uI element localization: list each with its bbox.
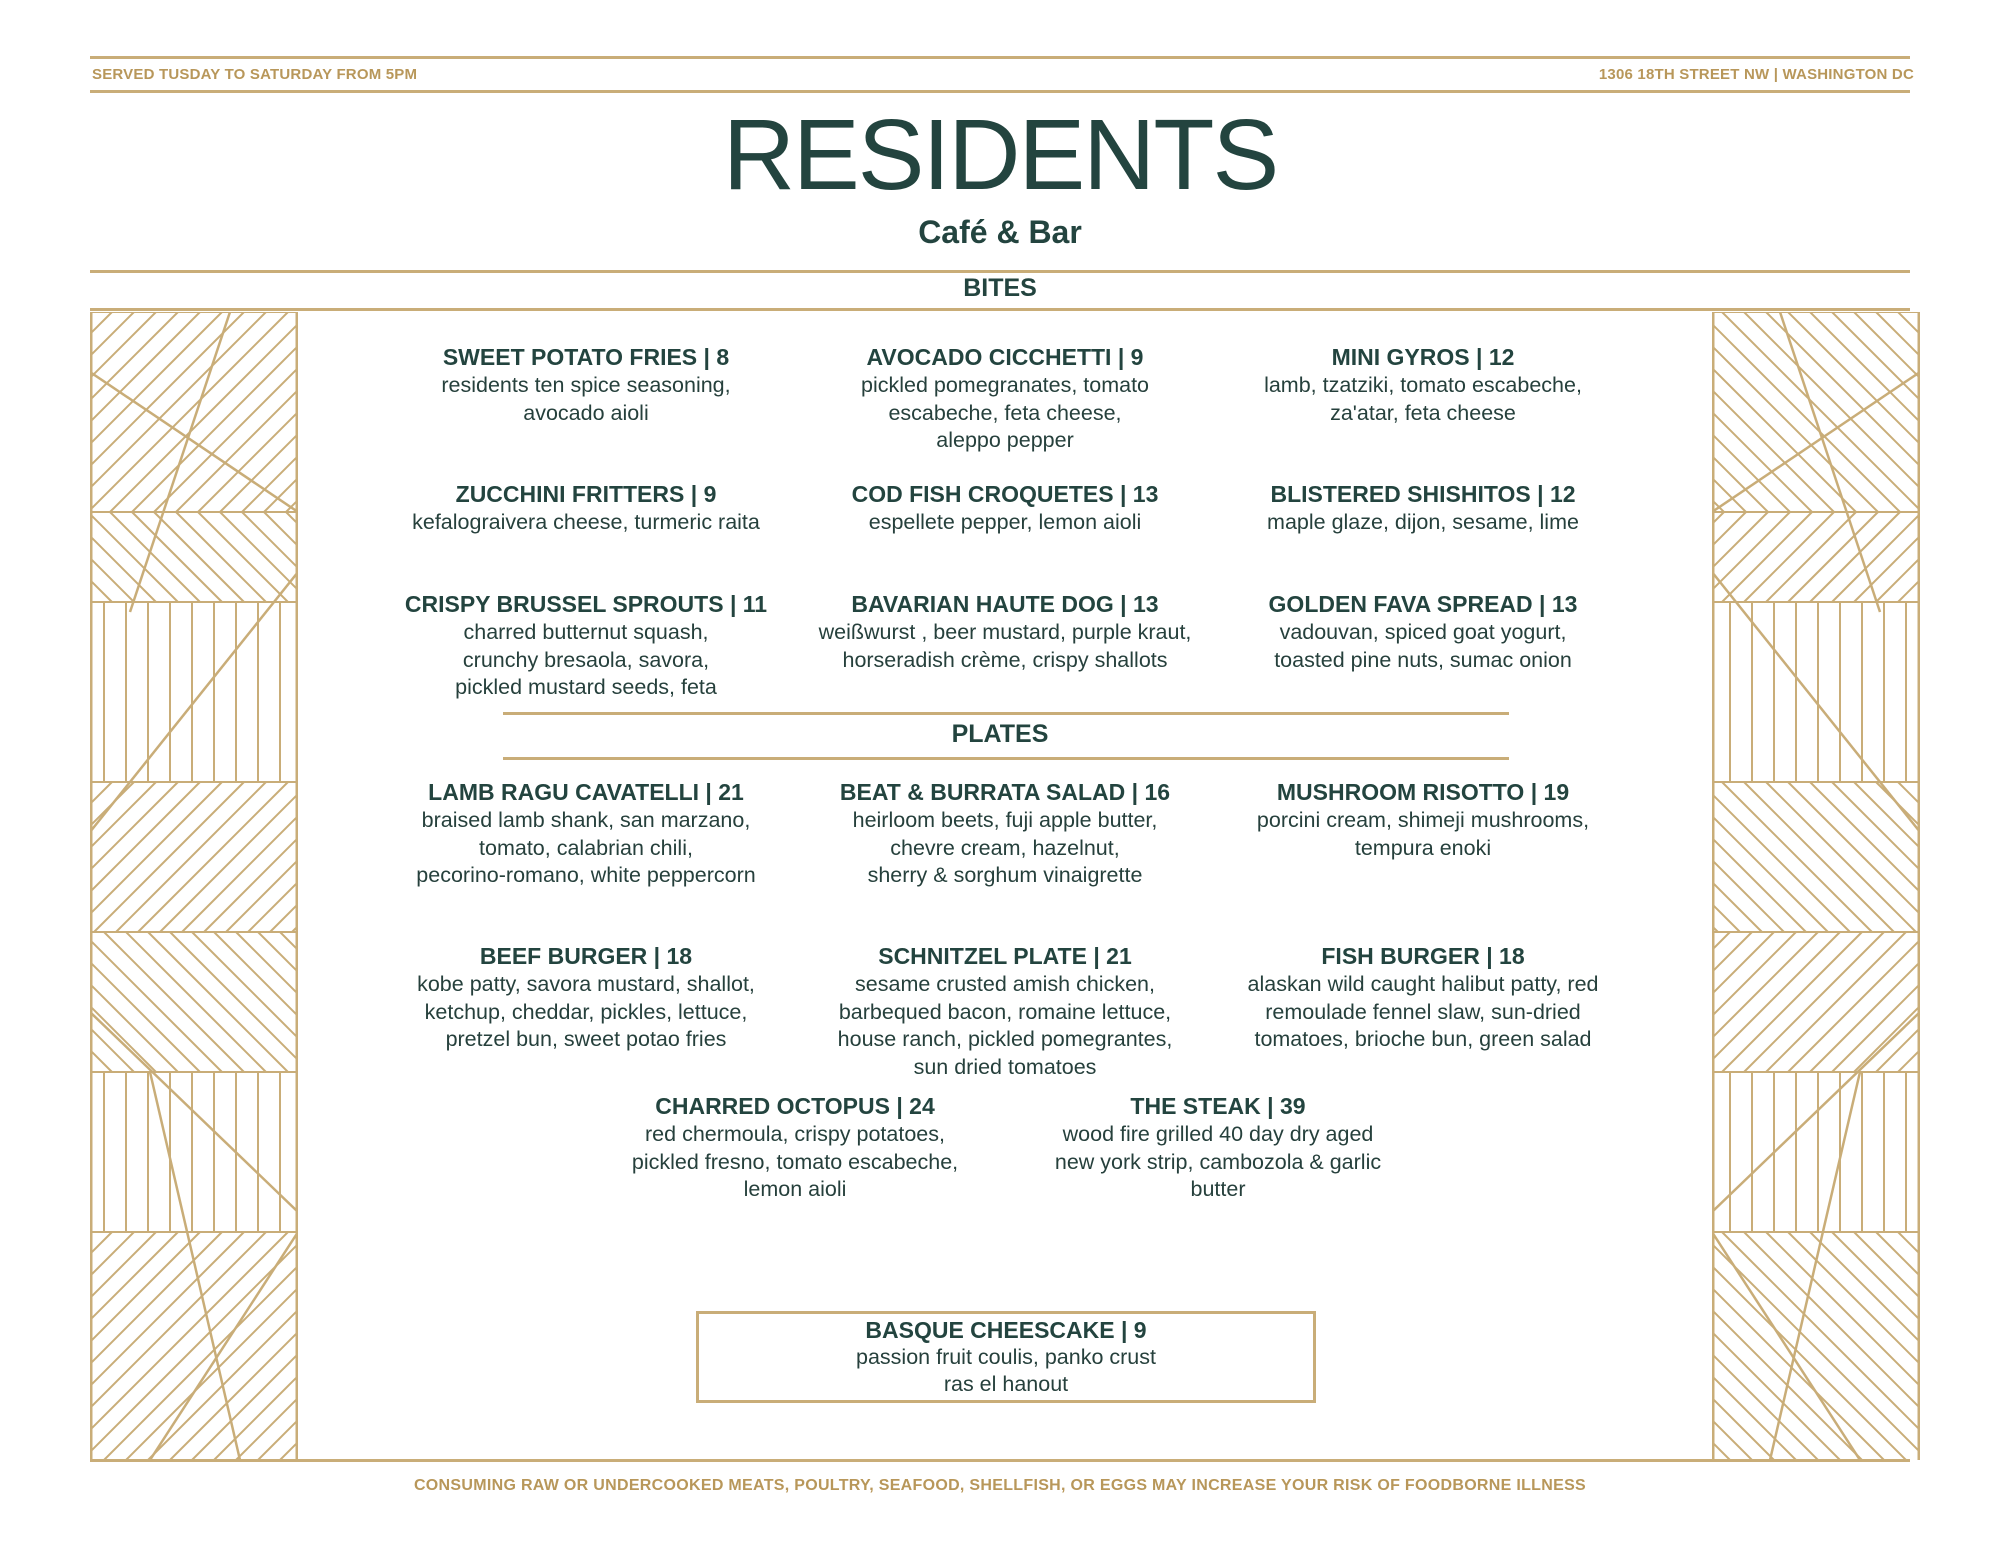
menu-item [795,942,1215,1081]
address: 1306 18TH STREET NW | WASHINGTON DC [1598,66,1914,83]
desc-line: espellete pepper, lemon aioli [868,510,1142,534]
menu-item [1008,1092,1428,1204]
menu-item [376,778,796,890]
desc-line: butter [1190,1177,1246,1201]
item-desc [795,807,1215,890]
item-name: GOLDEN FAVA SPREAD | 13 [1268,591,1578,617]
desc-line: red chermoula, crispy potatoes, [645,1122,945,1146]
item-name: MUSHROOM RISOTTO | 19 [1276,779,1570,805]
item-name: CHARRED OCTOPUS | 24 [655,1093,935,1119]
desc-line: crunchy bresaola, savora, [462,647,710,672]
item-desc [795,372,1215,455]
desc-line: wood fire grilled 40 day dry aged [1062,1122,1374,1146]
menu-item [795,343,1215,455]
desc-line: chevre cream, hazelnut, [890,835,1120,860]
menu-item [795,480,1215,537]
item-name: MINI GYROS | 12 [1331,344,1515,370]
item-desc [1213,807,1633,862]
desc-line: residents ten spice seasoning, [441,373,731,397]
desc-line: pickled pomegranates, tomato [860,373,1150,397]
menu-item [376,590,796,702]
plates-top-rule [503,712,1509,715]
item-name: BAVARIAN HAUTE DOG | 13 [851,591,1159,617]
item-desc [376,807,796,890]
dessert-name: BASQUE CHEESCAKE | 9 [865,1317,1147,1343]
dessert-desc [699,1344,1313,1398]
menu-item [795,778,1215,890]
desc-line: pretzel bun, sweet potao fries [445,1027,727,1051]
menu-item [1213,590,1633,674]
desc-line: passion fruit coulis, panko crust [856,1345,1156,1369]
item-desc [795,971,1215,1081]
item-name: BEEF BURGER | 18 [479,943,693,969]
desc-line: ras el hanout [943,1372,1069,1396]
desc-line: pickled mustard seeds, feta [455,675,717,699]
dessert-box [696,1311,1316,1403]
menu-item [376,343,796,427]
item-desc [1213,971,1633,1054]
restaurant-subtitle: Café & Bar [918,214,1082,250]
desc-line: heirloom beets, fuji apple butter, [852,808,1158,832]
desc-line: kobe patty, savora mustard, shallot, [417,972,755,996]
menu-item [795,590,1215,674]
desc-line: charred butternut squash, [463,620,709,644]
food-safety-warning: CONSUMING RAW OR UNDERCOOKED MEATS, POULTRY, SEAFOOD, SHELLFISH, OR EGGS MAY INCREASE YOUR RISK OF FOODBORNE ILLNESS [413,1477,1587,1494]
item-name: SWEET POTATO FRIES | 8 [442,344,730,370]
menu-item [376,480,796,537]
desc-line: remoulade fennel slaw, sun-dried [1265,999,1581,1024]
top-rule [90,56,1910,59]
desc-line: weißwurst , beer mustard, purple kraut, [818,620,1192,644]
item-name: SCHNITZEL PLATE | 21 [878,943,1132,969]
desc-line: lamb, tzatziki, tomato escabeche, [1264,373,1582,397]
item-desc [1213,509,1633,537]
desc-line: lemon aioli [743,1177,847,1201]
item-desc [376,619,796,702]
desc-line: sherry & sorghum vinaigrette [867,863,1143,887]
desc-line: aleppo pepper [936,428,1074,452]
bites-heading: BITES [963,274,1037,302]
item-desc [1008,1121,1428,1204]
menu-item [1213,778,1633,862]
item-desc [795,619,1215,674]
desc-line: maple glaze, dijon, sesame, lime [1267,510,1579,534]
left-deco-pattern [90,312,298,1460]
item-desc [1213,372,1633,427]
item-desc [376,971,796,1054]
desc-line: tomato, calabrian chili, [479,835,693,860]
desc-line: alaskan wild caught halibut patty, red [1247,972,1599,996]
desc-line: tomatoes, brioche bun, green salad [1254,1027,1592,1051]
right-deco-pattern [1712,312,1920,1460]
desc-line: barbequed bacon, romaine lettuce, [838,999,1172,1024]
restaurant-name: RESIDENTS [722,99,1278,211]
item-name: AVOCADO CICCHETTI | 9 [866,344,1144,370]
menu-item [376,942,796,1054]
desc-line: horseradish crème, crispy shallots [842,647,1168,672]
plates-heading: PLATES [951,720,1049,748]
bites-bottom-rule [90,308,1910,311]
item-name: BEAT & BURRATA SALAD | 16 [839,779,1171,805]
desc-line: escabeche, feta cheese, [888,400,1122,425]
desc-line: za'atar, feta cheese [1330,400,1516,425]
desc-line: avocado aioli [523,400,649,425]
item-desc [1213,619,1633,674]
item-desc [376,509,796,537]
item-name: FISH BURGER | 18 [1321,943,1525,969]
item-name: ZUCCHINI FRITTERS | 9 [455,481,717,507]
desc-line: sesame crusted amish chicken, [855,972,1155,996]
desc-line: ketchup, cheddar, pickles, lettuce, [424,999,748,1024]
left-deco-panel [90,312,298,1460]
desc-line: kefalograivera cheese, turmeric raita [412,510,760,534]
item-desc [795,509,1215,537]
header-rule [90,90,1910,93]
item-desc [376,372,796,427]
desc-line: tempura enoki [1354,835,1492,860]
plates-bottom-rule [503,757,1509,760]
desc-line: pickled fresno, tomato escabeche, [631,1149,959,1174]
desc-line: pecorino-romano, white peppercorn [416,863,756,887]
service-hours: SERVED TUSDAY TO SATURDAY FROM 5PM [92,66,418,83]
desc-line: braised lamb shank, san marzano, [421,808,751,832]
desc-line: sun dried tomatoes [913,1054,1097,1079]
menu-item [585,1092,1005,1204]
desc-line: porcini cream, shimeji mushrooms, [1256,808,1590,832]
item-name: COD FISH CROQUETES | 13 [851,481,1159,507]
desc-line: house ranch, pickled pomegrantes, [837,1027,1173,1051]
item-name: THE STEAK | 39 [1130,1093,1306,1119]
bottom-rule [90,1459,1910,1462]
menu-item [1213,942,1633,1054]
desc-line: new york strip, cambozola & garlic [1054,1149,1382,1174]
bites-top-rule [90,270,1910,273]
item-desc [585,1121,1005,1204]
desc-line: toasted pine nuts, sumac onion [1274,647,1572,672]
right-deco-panel [1712,312,1920,1460]
desc-line: vadouvan, spiced goat yogurt, [1279,620,1567,644]
menu-item [1213,480,1633,537]
item-name: CRISPY BRUSSEL SPROUTS | 11 [404,591,768,617]
menu-item [1213,343,1633,427]
item-name: LAMB RAGU CAVATELLI | 21 [428,779,744,805]
item-name: BLISTERED SHISHITOS | 12 [1270,481,1576,507]
